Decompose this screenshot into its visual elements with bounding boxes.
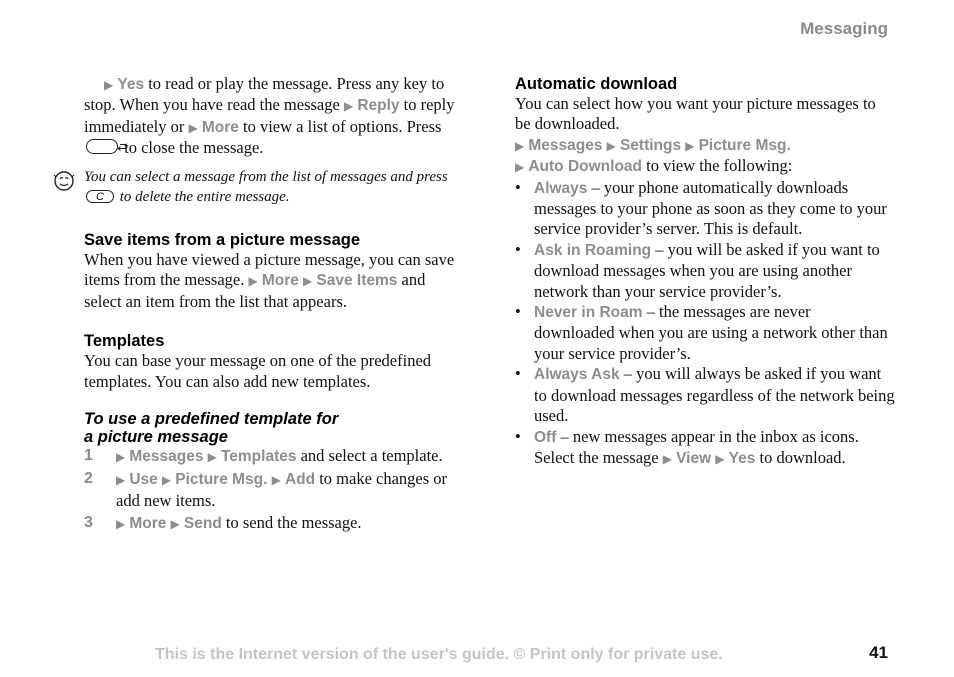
templates-heading: Templates: [84, 332, 165, 351]
right-column: [515, 74, 895, 469]
arrow-icon: ▶: [188, 120, 198, 135]
save-items-section: [84, 230, 462, 537]
templates-paragraph: You can base your message on one of the predefined templates. You can also add new templates.: [84, 351, 432, 391]
download-options: [515, 178, 895, 470]
option-item: • Always Ask – you will always be asked if you want to download messages regardless of the network being used.: [515, 364, 895, 426]
option-item: • Ask in Roaming – you will be asked if you want to download messages when you are using another network than your service provider’s.: [515, 240, 895, 302]
tip-bulb-icon: [52, 170, 76, 194]
auto-download-line: ▶ Auto Download to view the following:: [515, 156, 793, 176]
template-steps: [84, 446, 462, 535]
tip-note: You can select a message from the list of messages and press C to delete the entire message.: [52, 168, 462, 207]
left-column: [84, 74, 462, 159]
menu-path: ▶ Messages ▶ Settings ▶ Picture Msg.: [515, 136, 791, 154]
step-item: 2 ▶ Use ▶ Picture Msg. ▶ Add to make changes or add new items.: [84, 469, 448, 510]
auto-download-intro: You can select how you want your picture messages to be downloaded.: [515, 94, 876, 134]
menu-reply: Reply: [357, 97, 400, 115]
menu-more: More: [261, 272, 299, 290]
menu-yes: Yes: [117, 76, 145, 93]
use-template-heading: To use a predefined template for a picture message: [84, 410, 339, 447]
arrow-icon: ▶: [104, 78, 114, 92]
step-item: 3 ▶ More ▶ Send to send the message.: [84, 513, 362, 533]
menu-more: More: [201, 118, 239, 136]
option-item: • Never in Roam – the messages are never downloaded when you are using a network other than your service provider’s.: [515, 302, 895, 364]
footer-note: This is the Internet version of the user's guide. © Print only for private use.: [155, 646, 723, 663]
step-item: 1 ▶ Messages ▶ Templates and select a template.: [84, 446, 443, 466]
arrow-icon: ▶: [343, 99, 354, 114]
page-number: 41: [869, 643, 888, 662]
arrow-icon: ▶: [303, 274, 313, 289]
menu-save-items: Save Items: [316, 272, 398, 290]
c-key-icon: C: [86, 190, 114, 203]
option-item: • Off – new messages appear in the inbox as icons. Select the message ▶ View ▶ Yes to download.: [515, 427, 895, 470]
section-title: Messaging: [800, 19, 888, 38]
save-items-heading: Save items from a picture message: [84, 231, 361, 249]
intro-paragraph: ▶ Yes to read or play the message. Press any key to stop. When you have read the message ▶ Reply to reply immediately or ▶ More to view a list of options. Press to close the message.: [84, 74, 455, 158]
arrow-icon: ▶: [248, 274, 258, 289]
auto-download-heading: Automatic download: [515, 75, 678, 93]
save-items-paragraph: When you have viewed a picture message, you can save items from the message. ▶ More ▶ Save Items and select an item from the list that appears.: [84, 250, 455, 311]
back-key-icon: [86, 139, 118, 154]
option-item: • Always – your phone automatically downloads messages to your phone as soon as they come to your service provider’s server. This is default.: [515, 178, 895, 240]
